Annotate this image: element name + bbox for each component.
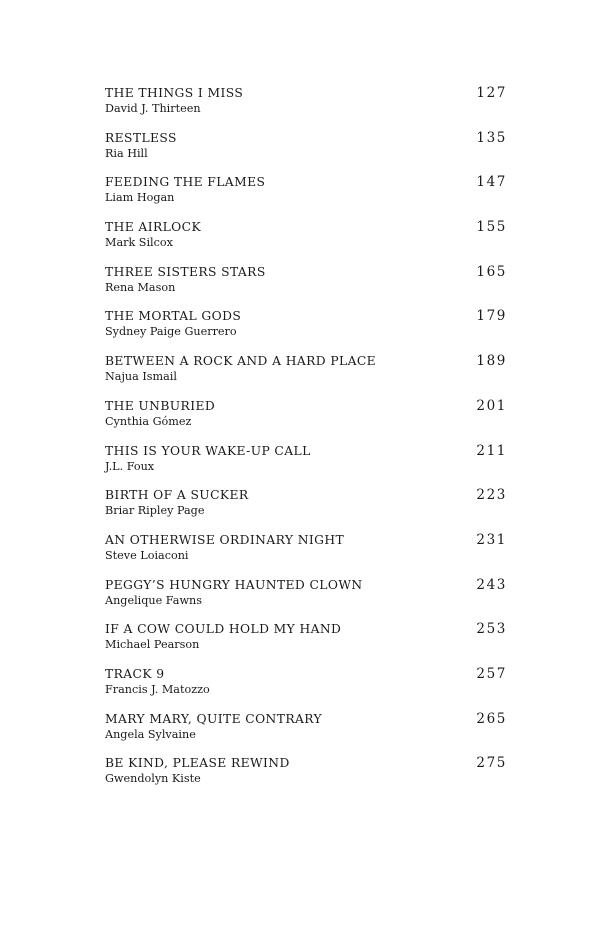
story-author: Sydney Paige Guerrero bbox=[105, 325, 237, 339]
story-title: THREE SISTERS STARS bbox=[105, 264, 266, 279]
page-number: 211 bbox=[476, 442, 507, 459]
story-title: BETWEEN A ROCK AND A HARD PLACE bbox=[105, 354, 377, 369]
story-title: THIS IS YOUR WAKE-UP CALL bbox=[105, 443, 311, 458]
page-number: 223 bbox=[476, 487, 507, 504]
page-number: 231 bbox=[476, 531, 507, 548]
page-number: 179 bbox=[476, 308, 507, 325]
toc-entry bbox=[105, 710, 507, 755]
story-title: AN OTHERWISE ORDINARY NIGHT bbox=[105, 532, 345, 547]
story-title: PEGGY’S HUNGRY HAUNTED CLOWN bbox=[105, 577, 363, 592]
story-title: RESTLESS bbox=[105, 130, 177, 145]
toc-entry bbox=[105, 442, 507, 487]
story-author: Rena Mason bbox=[105, 280, 176, 294]
story-author: Gwendolyn Kiste bbox=[105, 772, 201, 786]
toc-entry bbox=[105, 129, 507, 174]
story-author: David J. Thirteen bbox=[105, 102, 201, 115]
story-author: Cynthia Gómez bbox=[105, 414, 192, 428]
story-title: BE KIND, PLEASE REWIND bbox=[105, 756, 290, 771]
story-title: THE THINGS I MISS bbox=[105, 86, 244, 100]
story-title: TRACK 9 bbox=[105, 666, 165, 681]
toc-entry bbox=[105, 218, 507, 263]
page-number: 127 bbox=[476, 85, 507, 101]
page-number: 253 bbox=[476, 621, 507, 638]
page-number: 275 bbox=[476, 755, 507, 772]
story-title: BIRTH OF A SUCKER bbox=[105, 488, 249, 503]
story-title: THE UNBURIED bbox=[105, 398, 216, 413]
story-title: THE AIRLOCK bbox=[105, 220, 202, 235]
story-title: FEEDING THE FLAMES bbox=[105, 175, 266, 190]
story-author: Najua Ismail bbox=[105, 370, 177, 384]
story-author: Mark Silcox bbox=[105, 236, 173, 250]
page-number: 201 bbox=[476, 397, 507, 414]
page-number: 265 bbox=[476, 710, 507, 727]
page-number: 257 bbox=[476, 665, 507, 682]
story-author: Liam Hogan bbox=[105, 191, 175, 205]
page-number: 189 bbox=[476, 353, 507, 370]
story-author: J.L. Foux bbox=[105, 459, 155, 473]
toc-entry bbox=[105, 620, 507, 665]
toc-entry bbox=[105, 307, 507, 352]
page-number: 135 bbox=[476, 129, 507, 146]
toc-entry bbox=[105, 352, 507, 397]
page-number: 155 bbox=[476, 219, 507, 236]
story-author: Angela Sylvaine bbox=[105, 727, 196, 741]
story-author: Michael Pearson bbox=[105, 638, 200, 652]
toc-entry bbox=[105, 173, 507, 218]
story-title: THE MORTAL GODS bbox=[105, 309, 242, 324]
story-author: Briar Ripley Page bbox=[105, 504, 205, 518]
toc-entry bbox=[105, 754, 507, 799]
story-author: Ria Hill bbox=[105, 146, 148, 160]
story-author: Angelique Fawns bbox=[105, 593, 202, 607]
page-number: 243 bbox=[476, 576, 507, 593]
page-number: 165 bbox=[476, 263, 507, 280]
toc-entry bbox=[105, 397, 507, 442]
story-author: Francis J. Matozzo bbox=[105, 682, 210, 696]
toc-entry bbox=[105, 84, 507, 129]
toc-entry bbox=[105, 576, 507, 621]
story-author: Steve Loiaconi bbox=[105, 548, 189, 562]
table-of-contents bbox=[105, 84, 507, 799]
page-number: 147 bbox=[476, 174, 507, 191]
toc-entry bbox=[105, 665, 507, 710]
toc-entry bbox=[105, 486, 507, 531]
toc-entry bbox=[105, 531, 507, 576]
story-title: IF A COW COULD HOLD MY HAND bbox=[105, 622, 342, 637]
toc-entry bbox=[105, 263, 507, 308]
story-title: MARY MARY, QUITE CONTRARY bbox=[105, 711, 323, 726]
